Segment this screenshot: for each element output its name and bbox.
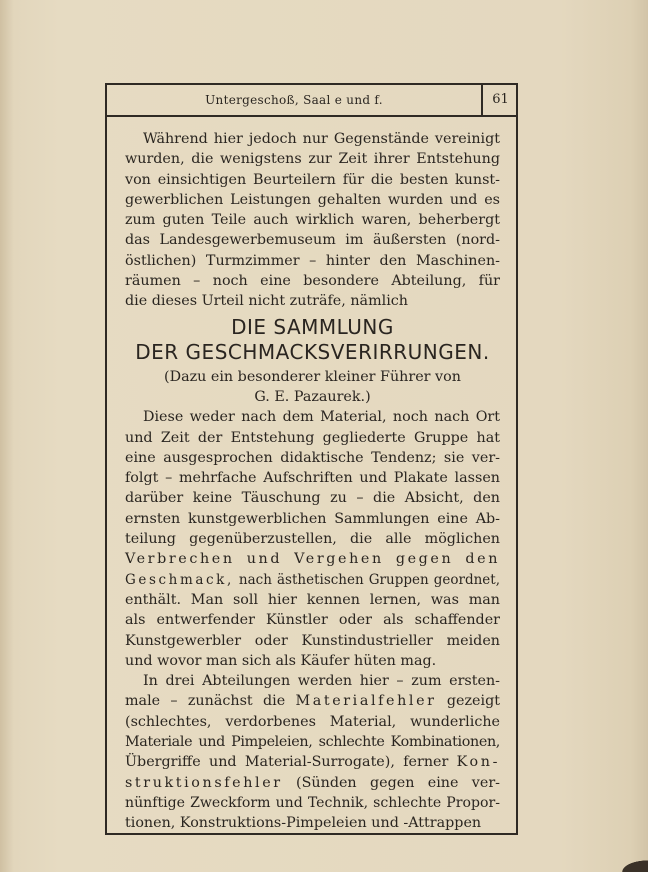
- page-body: [125, 129, 500, 834]
- text-fragment: Übergriffe und Material-Surrogate), ferner: [125, 754, 457, 771]
- text-line: gewerblichen Leistungen gehalten wurden und es: [125, 191, 500, 208]
- spaced-word: Geschmack,: [125, 571, 234, 588]
- text-line: [125, 752, 500, 772]
- paragraph-1: [125, 129, 500, 312]
- text-line: ernsten kunstgewerblichen Sammlungen eine Ab-: [125, 510, 500, 527]
- text-fragment: (Sünden gegen eine ver-: [282, 774, 500, 791]
- text-line: die dieses Urteil nicht zuträfe, nämlich: [125, 293, 408, 310]
- text-line: von einsichtigen Beurteilern für die besten kunst-: [125, 171, 500, 188]
- paragraph-3: [125, 671, 500, 833]
- book-corner-shadow: [608, 854, 648, 872]
- page-number: 61: [492, 92, 509, 107]
- text-line: darüber keine Täuschung zu – die Absicht, den: [125, 490, 500, 507]
- text-fragment: nach ästhetischen Gruppen geordnet,: [233, 571, 500, 588]
- text-line: In drei Abteilungen werden hier – zum ersten-: [143, 673, 500, 690]
- text-line: [125, 773, 500, 793]
- running-header: [107, 85, 516, 117]
- text-line: Diese weder nach dem Material, noch nach Ort: [143, 409, 500, 426]
- spaced-word: Kon-: [456, 754, 500, 771]
- text-line: wurden, die wenigstens zur Zeit ihrer Entstehung: [125, 151, 500, 168]
- text-line: das Landesgewerbemuseum im äußersten (nord-: [125, 232, 500, 249]
- section-headline-line-1: DIE SAMMLUNG: [231, 314, 394, 339]
- text-line: und Zeit der Entstehung gegliederte Gruppe hat: [125, 429, 500, 446]
- running-title: Untergeschoß, Saal e und f.: [205, 93, 383, 107]
- text-line: Kunstgewerbler oder Kunstindustrieller meiden: [125, 632, 500, 649]
- text-line: und wovor man sich als Käufer hüten mag.: [125, 652, 437, 669]
- text-line: tionen, Konstruktions-Pimpeleien und -Attrappen: [125, 815, 482, 832]
- text-line: [125, 691, 500, 711]
- text-line: teilung gegenüberzustellen, die alle möglichen: [125, 531, 500, 548]
- text-line: Während hier jedoch nur Gegenstände vereinigt: [143, 131, 500, 147]
- subtitle-line-2: G. E. Pazaurek.): [254, 388, 371, 405]
- spaced-text-line: Verbrechen und Vergehen gegen den: [125, 551, 500, 568]
- spaced-word: Materialfehler: [295, 693, 437, 710]
- spaced-word: struktionsfehler: [125, 774, 283, 791]
- text-line: [125, 570, 500, 590]
- text-fragment: male – zunächst die: [125, 693, 296, 710]
- text-line: eine ausgesprochen didaktische Tendenz; sie ver-: [125, 449, 500, 466]
- text-line: folgt – mehrfache Aufschriften und Plakate lassen: [125, 470, 500, 487]
- page-frame: [105, 83, 518, 835]
- text-line: zum guten Teile auch wirklich waren, beherbergt: [125, 212, 500, 229]
- subtitle-line-1: (Dazu ein besonderer kleiner Führer von: [164, 368, 461, 385]
- text-line: räumen – noch eine besondere Abteilung, für: [125, 273, 500, 290]
- section-headline-line-2: DER GESCHMACKSVERIRRUNGEN.: [135, 339, 490, 364]
- text-line: als entwerfender Künstler oder als schaffender: [125, 612, 500, 629]
- text-line: (schlechtes, verdorbenes Material, wunderliche: [125, 713, 500, 730]
- text-fragment: gezeigt: [436, 693, 500, 710]
- text-line: enthält. Man soll hier kennen lernen, was man: [125, 591, 500, 608]
- text-line: nünftige Zweckform und Technik, schlechte Propor-: [125, 794, 500, 811]
- text-line: Materiale und Pimpeleien, schlechte Kombinationen,: [125, 734, 500, 751]
- text-line: östlichen) Turmzimmer – hinter den Maschinen-: [125, 252, 500, 269]
- paragraph-2: [125, 407, 500, 671]
